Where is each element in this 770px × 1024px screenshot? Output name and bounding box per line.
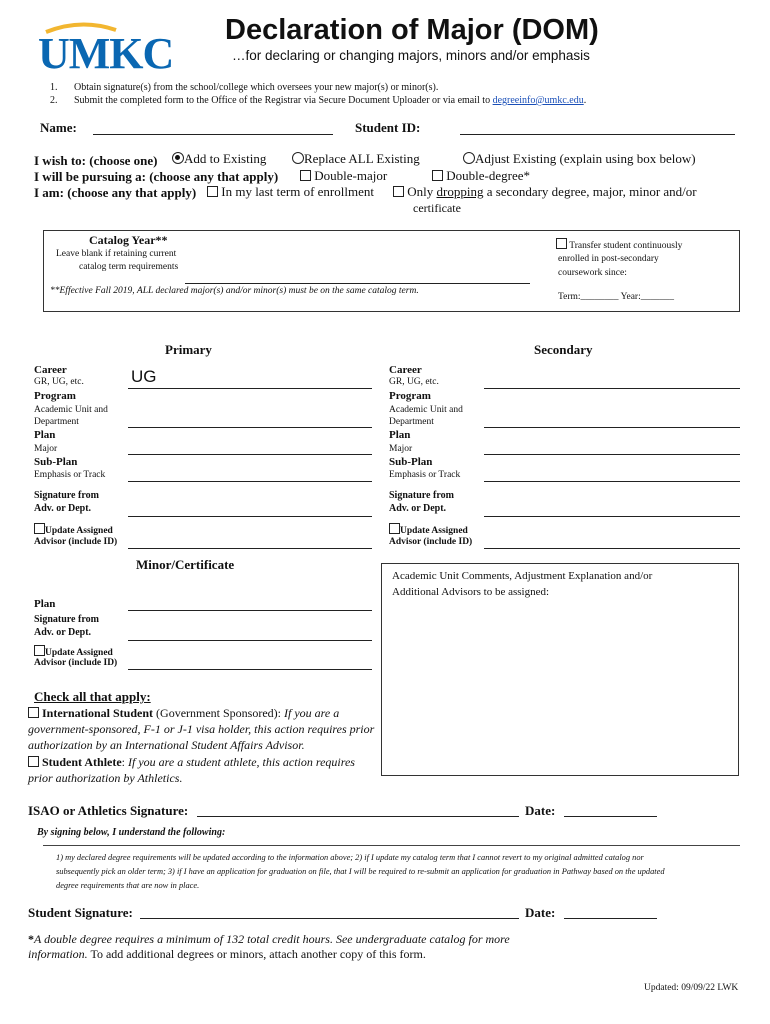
international-student-label: International Student [42, 706, 154, 720]
student-signature-field[interactable] [140, 918, 519, 919]
international-student-paren: (Government Sponsored): [153, 706, 285, 720]
minor-advisor-field[interactable] [128, 669, 372, 670]
minor-update-advisor[interactable] [34, 645, 113, 658]
minor-plan-label: Plan [34, 598, 56, 610]
secondary-program-label: Program [389, 390, 431, 402]
secondary-subplan-label: Sub-Plan [389, 456, 433, 468]
checkbox-icon[interactable] [389, 523, 400, 534]
umkc-logo [36, 20, 174, 78]
update-label: Update Assigned [45, 648, 113, 658]
primary-career-field[interactable] [128, 388, 372, 389]
primary-program-hint: Academic Unit and [34, 405, 108, 415]
catalog-year-field[interactable] [185, 283, 530, 284]
pursuing-label: I will be pursuing a: (choose any that apply) [34, 169, 279, 184]
logo-text: UMKC [38, 29, 174, 78]
primary-advisor-field[interactable] [128, 548, 372, 549]
name-field[interactable] [93, 134, 333, 135]
instruction-text: Submit the completed form to the Office of the Registrar via Secure Document Uploader or via email to [74, 95, 493, 106]
wish-option-label: Adjust Existing (explain using box below) [475, 151, 696, 166]
transfer-label-3: coursework since: [558, 268, 627, 278]
primary-program-hint-2: Department [34, 417, 79, 427]
instruction-item [50, 95, 587, 106]
wish-option-replace[interactable] [292, 151, 420, 167]
student-athlete-colon: : [121, 755, 129, 769]
minor-signature-field[interactable] [128, 640, 372, 641]
isao-signature-field[interactable] [197, 816, 519, 817]
email-link[interactable]: degreeinfo@umkc.edu [492, 95, 584, 106]
checkbox-icon[interactable] [556, 238, 567, 249]
name-label: Name: [40, 120, 77, 135]
secondary-subplan-field[interactable] [484, 481, 740, 482]
secondary-signature-field[interactable] [484, 516, 740, 517]
secondary-plan-hint: Major [389, 444, 413, 454]
secondary-signature-label: Signature from [389, 490, 454, 501]
checkbox-icon[interactable] [34, 523, 45, 534]
student-athlete-note: If you are a student athlete, this action requires [128, 755, 355, 769]
transfer-option[interactable] [556, 238, 682, 251]
primary-career-label: Career [34, 364, 67, 376]
wish-option-adjust[interactable] [463, 151, 696, 167]
minor-signature-label-2: Adv. or Dept. [34, 627, 92, 638]
instruction-number: 1. [50, 82, 58, 93]
check-all-heading: Check all that apply: [34, 689, 151, 704]
catalog-hint-2: catalog term requirements [79, 262, 179, 272]
isao-date-label: Date: [525, 803, 556, 818]
secondary-career-hint: GR, UG, etc. [389, 377, 439, 387]
instruction-text: Obtain signature(s) from the school/college which oversees your new major(s) or minor(s). [74, 82, 439, 93]
footnote-text: A double degree requires a minimum of 132 total credit hours. See undergraduate catalog for more [34, 932, 510, 946]
student-athlete-label: Student Athlete [42, 755, 122, 769]
agreement-line-2: subsequently pick an older term; 3) if I have an application for graduation on file, that I will be required to re-submit an application for graduation in Pathway based on the updated [56, 867, 665, 876]
option-label: Double-major [314, 168, 388, 183]
international-note-3: authorization by an International Student Affairs Advisor. [28, 738, 305, 752]
transfer-label-2: enrolled in post-secondary [558, 254, 659, 264]
primary-subplan-field[interactable] [128, 481, 372, 482]
secondary-program-hint-2: Department [389, 417, 434, 427]
primary-program-label: Program [34, 390, 76, 402]
transfer-term-year[interactable]: Term:________ Year:_______ [558, 292, 674, 302]
instruction-end: . [583, 95, 587, 106]
primary-update-advisor-2: Advisor (include ID) [34, 537, 118, 547]
footnote-text: information. [28, 947, 88, 961]
update-label: Update Assigned [45, 526, 113, 536]
option-dropping[interactable] [393, 184, 697, 200]
agreement-line-3: degree requirements that are now in place. [56, 881, 200, 890]
student-signature-label: Student Signature: [28, 905, 133, 920]
secondary-update-advisor-2: Advisor (include ID) [389, 537, 473, 547]
primary-plan-field[interactable] [128, 454, 372, 455]
primary-signature-label: Signature from [34, 490, 99, 501]
wish-option-label: Replace ALL Existing [304, 151, 420, 166]
catalog-year-label: Catalog Year** [89, 233, 168, 247]
wish-option-add[interactable] [172, 151, 266, 167]
secondary-career-field[interactable] [484, 388, 740, 389]
updated-stamp: Updated: 09/09/22 LWK [644, 983, 739, 993]
footnote-text: To add additional degrees or minors, attach another copy of this form. [87, 947, 426, 961]
comments-label: Academic Unit Comments, Adjustment Explanation and/or [392, 570, 653, 582]
checkbox-icon[interactable] [432, 170, 443, 181]
secondary-signature-label-2: Adv. or Dept. [389, 503, 447, 514]
student-date-field[interactable] [564, 918, 657, 919]
checkbox-icon[interactable] [28, 756, 39, 767]
wish-label: I wish to: (choose one) [34, 153, 158, 168]
option-dropping-line2: certificate [413, 201, 461, 215]
checkbox-icon[interactable] [300, 170, 311, 181]
secondary-plan-label: Plan [389, 429, 411, 441]
secondary-heading: Secondary [534, 342, 593, 357]
international-student-note: If you are a [284, 706, 340, 720]
minor-heading: Minor/Certificate [136, 557, 235, 572]
primary-signature-field[interactable] [128, 516, 372, 517]
transfer-label: Transfer student continuously [569, 241, 683, 251]
secondary-program-hint: Academic Unit and [389, 405, 463, 415]
checkbox-icon[interactable] [207, 186, 218, 197]
agreement-line-1: 1) my declared degree requirements will be updated according to the information above; 2) if I update my catalog term that I cannot revert to my original admitted catalog nor [56, 853, 644, 862]
primary-plan-hint: Major [34, 444, 58, 454]
primary-subplan-label: Sub-Plan [34, 456, 78, 468]
student-id-label: Student ID: [355, 120, 421, 135]
minor-plan-field[interactable] [128, 610, 372, 611]
iam-label: I am: (choose any that apply) [34, 185, 197, 200]
instruction-number: 2. [50, 95, 58, 106]
radio-icon[interactable] [292, 152, 304, 164]
option-label: Double-degree* [446, 168, 530, 183]
checkbox-icon[interactable] [28, 707, 39, 718]
option-double-degree[interactable] [432, 168, 530, 184]
checkbox-icon[interactable] [393, 186, 404, 197]
page-title: Declaration of Major (DOM) [225, 14, 599, 46]
option-label: Only [407, 184, 437, 199]
secondary-plan-field[interactable] [484, 454, 740, 455]
footnote-line-2 [28, 947, 426, 962]
catalog-hint-1: Leave blank if retaining current [56, 249, 177, 259]
comments-label-2: Additional Advisors to be assigned: [392, 586, 550, 598]
secondary-program-field[interactable] [484, 427, 740, 428]
primary-subplan-hint: Emphasis or Track [34, 470, 106, 480]
international-note-2: government-sponsored, F-1 or J-1 visa holder, this action requires prior [28, 722, 375, 736]
option-label: In my last term of enrollment [221, 184, 374, 199]
page-subtitle: …for declaring or changing majors, minors and/or emphasis [232, 48, 590, 63]
primary-career-hint: GR, UG, etc. [34, 377, 84, 387]
option-label: a secondary degree, major, minor and/or [483, 184, 697, 199]
isao-date-field[interactable] [564, 816, 657, 817]
option-double-major[interactable] [300, 168, 387, 184]
secondary-update-advisor[interactable] [389, 523, 468, 536]
primary-signature-label-2: Adv. or Dept. [34, 503, 92, 514]
primary-update-advisor[interactable] [34, 523, 113, 536]
student-id-field[interactable] [460, 134, 735, 135]
secondary-career-label: Career [389, 364, 422, 376]
checkbox-icon[interactable] [34, 645, 45, 656]
international-student-option[interactable] [28, 706, 339, 721]
instruction-item [50, 82, 439, 93]
isao-signature-label: ISAO or Athletics Signature: [28, 803, 189, 818]
secondary-advisor-field[interactable] [484, 548, 740, 549]
primary-career-value[interactable]: UG [131, 367, 157, 386]
catalog-note: **Effective Fall 2019, ALL declared major(s) and/or minor(s) must be on the same catalog term. [50, 286, 419, 296]
option-last-term[interactable] [207, 184, 374, 200]
wish-option-label: Add to Existing [184, 151, 267, 166]
update-label: Update Assigned [400, 526, 468, 536]
primary-program-field[interactable] [128, 427, 372, 428]
minor-update-advisor-2: Advisor (include ID) [34, 658, 118, 668]
student-date-label: Date: [525, 905, 556, 920]
radio-selected-icon[interactable] [172, 152, 184, 164]
primary-heading: Primary [165, 342, 212, 357]
footnote-star: * [28, 932, 34, 946]
option-label-underlined: dropping [436, 184, 484, 199]
agreement-heading: By signing below, I understand the following: [37, 827, 226, 838]
minor-signature-label: Signature from [34, 614, 99, 625]
student-athlete-option[interactable] [28, 755, 355, 770]
radio-icon[interactable] [463, 152, 475, 164]
athlete-note-2: prior authorization by Athletics. [28, 771, 183, 785]
footnote [28, 932, 510, 947]
secondary-subplan-hint: Emphasis or Track [389, 470, 461, 480]
primary-plan-label: Plan [34, 429, 56, 441]
